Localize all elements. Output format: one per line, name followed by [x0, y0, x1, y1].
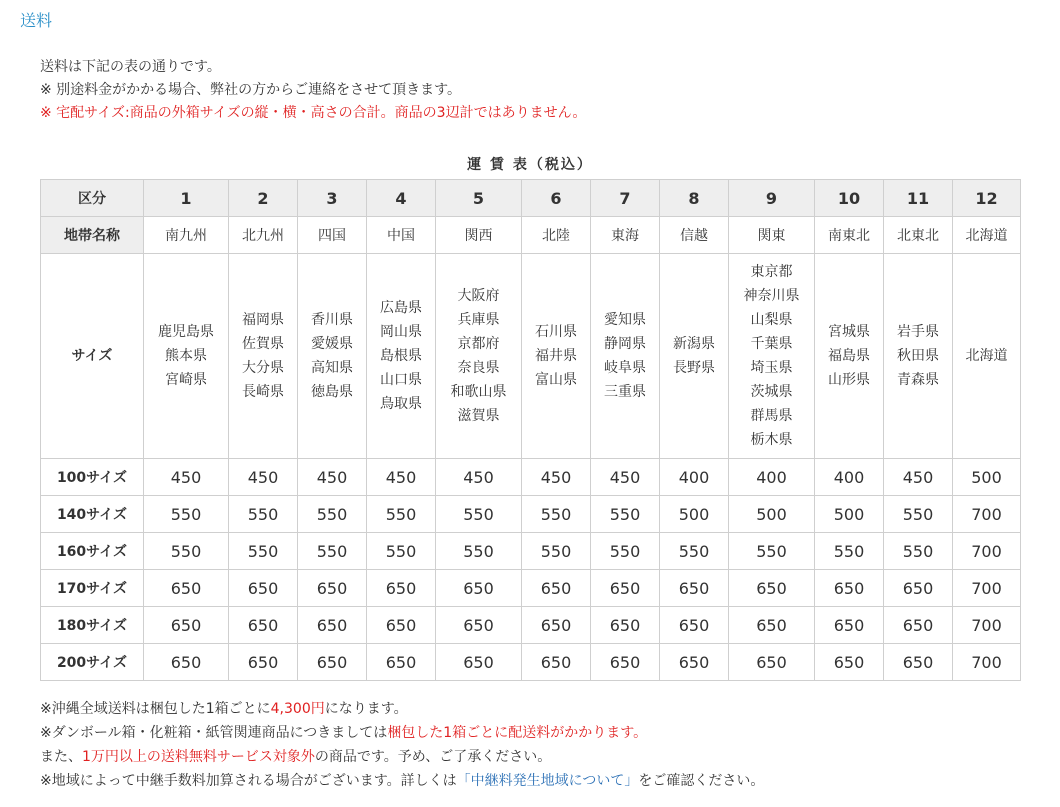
price-cell: 550 [884, 533, 953, 570]
price-cell: 550 [591, 496, 660, 533]
size-row [41, 570, 1021, 607]
size-label: 200サイズ [41, 644, 144, 681]
price-cell: 650 [298, 644, 367, 681]
price-cell: 550 [729, 533, 815, 570]
zone-cell: 1 [144, 180, 229, 217]
price-cell: 550 [298, 496, 367, 533]
size-row [41, 496, 1021, 533]
price-cell: 500 [660, 496, 729, 533]
price-cell: 550 [367, 496, 436, 533]
price-cell: 650 [144, 644, 229, 681]
price-cell: 650 [522, 607, 591, 644]
zone-cell: 8 [660, 180, 729, 217]
price-cell: 450 [591, 459, 660, 496]
intro-line-3: ※ 宅配サイズ:商品の外箱サイズの縦・横・高さの合計。商品の3辺計ではありません。 [40, 105, 587, 121]
note-cardboard: ※ダンボール箱・化粧箱・紙管関連商品につきましては梱包した1箱ごとに配送料がかかります。 [40, 725, 648, 741]
region-row [41, 217, 1021, 254]
price-cell: 650 [729, 607, 815, 644]
price-cell: 650 [660, 607, 729, 644]
section-title: 送料 [20, 11, 53, 30]
price-cell: 650 [522, 570, 591, 607]
prefecture-cell: 愛知県 静岡県 岐阜県 三重県 [591, 254, 660, 459]
prefecture-cell: 大阪府 兵庫県 京都府 奈良県 和歌山県 滋賀県 [436, 254, 522, 459]
prefecture-cell: 宮城県 福島県 山形県 [815, 254, 884, 459]
region-cell: 南九州 [144, 217, 229, 254]
intro-line-2: ※ 別途料金がかかる場合、弊社の方からご連絡をさせて頂きます。 [40, 82, 462, 98]
zone-cell: 11 [884, 180, 953, 217]
size-row [41, 459, 1021, 496]
price-cell: 650 [144, 607, 229, 644]
region-cell: 南東北 [815, 217, 884, 254]
price-cell: 550 [436, 496, 522, 533]
price-cell: 650 [591, 570, 660, 607]
shipping-fee-table [40, 179, 1021, 681]
price-cell: 650 [729, 570, 815, 607]
size-row [41, 533, 1021, 570]
price-cell: 650 [660, 644, 729, 681]
price-cell: 550 [591, 533, 660, 570]
price-cell: 650 [815, 570, 884, 607]
price-cell: 550 [144, 496, 229, 533]
price-cell: 700 [953, 533, 1021, 570]
relay-fee-link[interactable]: 「中継料発生地域について」 [456, 773, 639, 789]
price-cell: 450 [229, 459, 298, 496]
prefecture-cell: 東京都 神奈川県 山梨県 千葉県 埼玉県 茨城県 群馬県 栃木県 [729, 254, 815, 459]
region-cell: 北陸 [522, 217, 591, 254]
region-cell: 北東北 [884, 217, 953, 254]
price-cell: 450 [884, 459, 953, 496]
region-cell: 関西 [436, 217, 522, 254]
price-cell: 650 [229, 607, 298, 644]
price-cell: 550 [144, 533, 229, 570]
prefecture-cell: 広島県 岡山県 島根県 山口県 鳥取県 [367, 254, 436, 459]
price-cell: 650 [144, 570, 229, 607]
price-cell: 650 [815, 644, 884, 681]
price-cell: 700 [953, 644, 1021, 681]
price-cell: 650 [436, 607, 522, 644]
notes [40, 697, 764, 793]
price-cell: 500 [729, 496, 815, 533]
note-free-shipping: また、1万円以上の送料無料サービス対象外の商品です。予め、ご了承ください。 [40, 749, 552, 765]
price-cell: 450 [367, 459, 436, 496]
price-cell: 550 [522, 533, 591, 570]
region-cell: 北海道 [953, 217, 1021, 254]
price-cell: 650 [591, 607, 660, 644]
size-label: 100サイズ [41, 459, 144, 496]
price-cell: 400 [815, 459, 884, 496]
price-cell: 650 [367, 570, 436, 607]
size-header: サイズ [41, 254, 144, 459]
zone-header: 区分 [41, 180, 144, 217]
size-label: 140サイズ [41, 496, 144, 533]
price-cell: 550 [367, 533, 436, 570]
table-caption: 運 賃 表（税込） [467, 157, 593, 173]
size-label: 160サイズ [41, 533, 144, 570]
region-cell: 東海 [591, 217, 660, 254]
price-cell: 500 [953, 459, 1021, 496]
prefecture-cell: 香川県 愛媛県 高知県 徳島県 [298, 254, 367, 459]
price-cell: 650 [436, 570, 522, 607]
size-label: 170サイズ [41, 570, 144, 607]
region-cell: 中国 [367, 217, 436, 254]
prefecture-cell: 岩手県 秋田県 青森県 [884, 254, 953, 459]
price-cell: 550 [229, 533, 298, 570]
prefecture-row [41, 254, 1021, 459]
price-cell: 700 [953, 607, 1021, 644]
prefecture-cell: 鹿児島県 熊本県 宮崎県 [144, 254, 229, 459]
zone-cell: 7 [591, 180, 660, 217]
price-cell: 550 [660, 533, 729, 570]
price-cell: 550 [815, 533, 884, 570]
price-cell: 650 [229, 644, 298, 681]
price-cell: 450 [298, 459, 367, 496]
price-cell: 650 [815, 607, 884, 644]
size-label: 180サイズ [41, 607, 144, 644]
price-cell: 650 [591, 644, 660, 681]
zone-row [41, 180, 1021, 217]
prefecture-cell: 新潟県 長野県 [660, 254, 729, 459]
zone-cell: 6 [522, 180, 591, 217]
price-cell: 650 [436, 644, 522, 681]
region-cell: 関東 [729, 217, 815, 254]
prefecture-cell: 石川県 福井県 富山県 [522, 254, 591, 459]
price-cell: 500 [815, 496, 884, 533]
price-cell: 650 [522, 644, 591, 681]
prefecture-cell: 北海道 [953, 254, 1021, 459]
zone-cell: 9 [729, 180, 815, 217]
region-cell: 北九州 [229, 217, 298, 254]
price-cell: 550 [298, 533, 367, 570]
price-cell: 650 [229, 570, 298, 607]
zone-cell: 10 [815, 180, 884, 217]
zone-cell: 4 [367, 180, 436, 217]
price-cell: 650 [298, 570, 367, 607]
price-cell: 650 [367, 607, 436, 644]
zone-cell: 3 [298, 180, 367, 217]
price-cell: 650 [298, 607, 367, 644]
zone-cell: 5 [436, 180, 522, 217]
price-cell: 450 [144, 459, 229, 496]
intro-text [40, 56, 586, 125]
region-cell: 信越 [660, 217, 729, 254]
price-cell: 650 [367, 644, 436, 681]
price-cell: 550 [522, 496, 591, 533]
price-cell: 550 [229, 496, 298, 533]
price-cell: 400 [729, 459, 815, 496]
price-cell: 650 [884, 570, 953, 607]
zone-cell: 2 [229, 180, 298, 217]
price-cell: 400 [660, 459, 729, 496]
note-okinawa: ※沖縄全域送料は梱包した1箱ごとに4,300円になります。 [40, 701, 408, 717]
price-cell: 450 [522, 459, 591, 496]
price-cell: 650 [660, 570, 729, 607]
region-header: 地帯名称 [41, 217, 144, 254]
note-relay-fee: ※地域によって中継手数料加算される場合がございます。詳しくは「中継料発生地域について」をご確認ください。 [40, 773, 765, 789]
price-cell: 700 [953, 570, 1021, 607]
region-cell: 四国 [298, 217, 367, 254]
price-cell: 650 [884, 607, 953, 644]
price-cell: 700 [953, 496, 1021, 533]
price-cell: 650 [884, 644, 953, 681]
prefecture-cell: 福岡県 佐賀県 大分県 長崎県 [229, 254, 298, 459]
price-cell: 550 [436, 533, 522, 570]
price-cell: 650 [729, 644, 815, 681]
price-cell: 550 [884, 496, 953, 533]
price-cell: 450 [436, 459, 522, 496]
intro-line-1: 送料は下記の表の通りです。 [40, 59, 221, 75]
zone-cell: 12 [953, 180, 1021, 217]
size-row [41, 607, 1021, 644]
size-row [41, 644, 1021, 681]
